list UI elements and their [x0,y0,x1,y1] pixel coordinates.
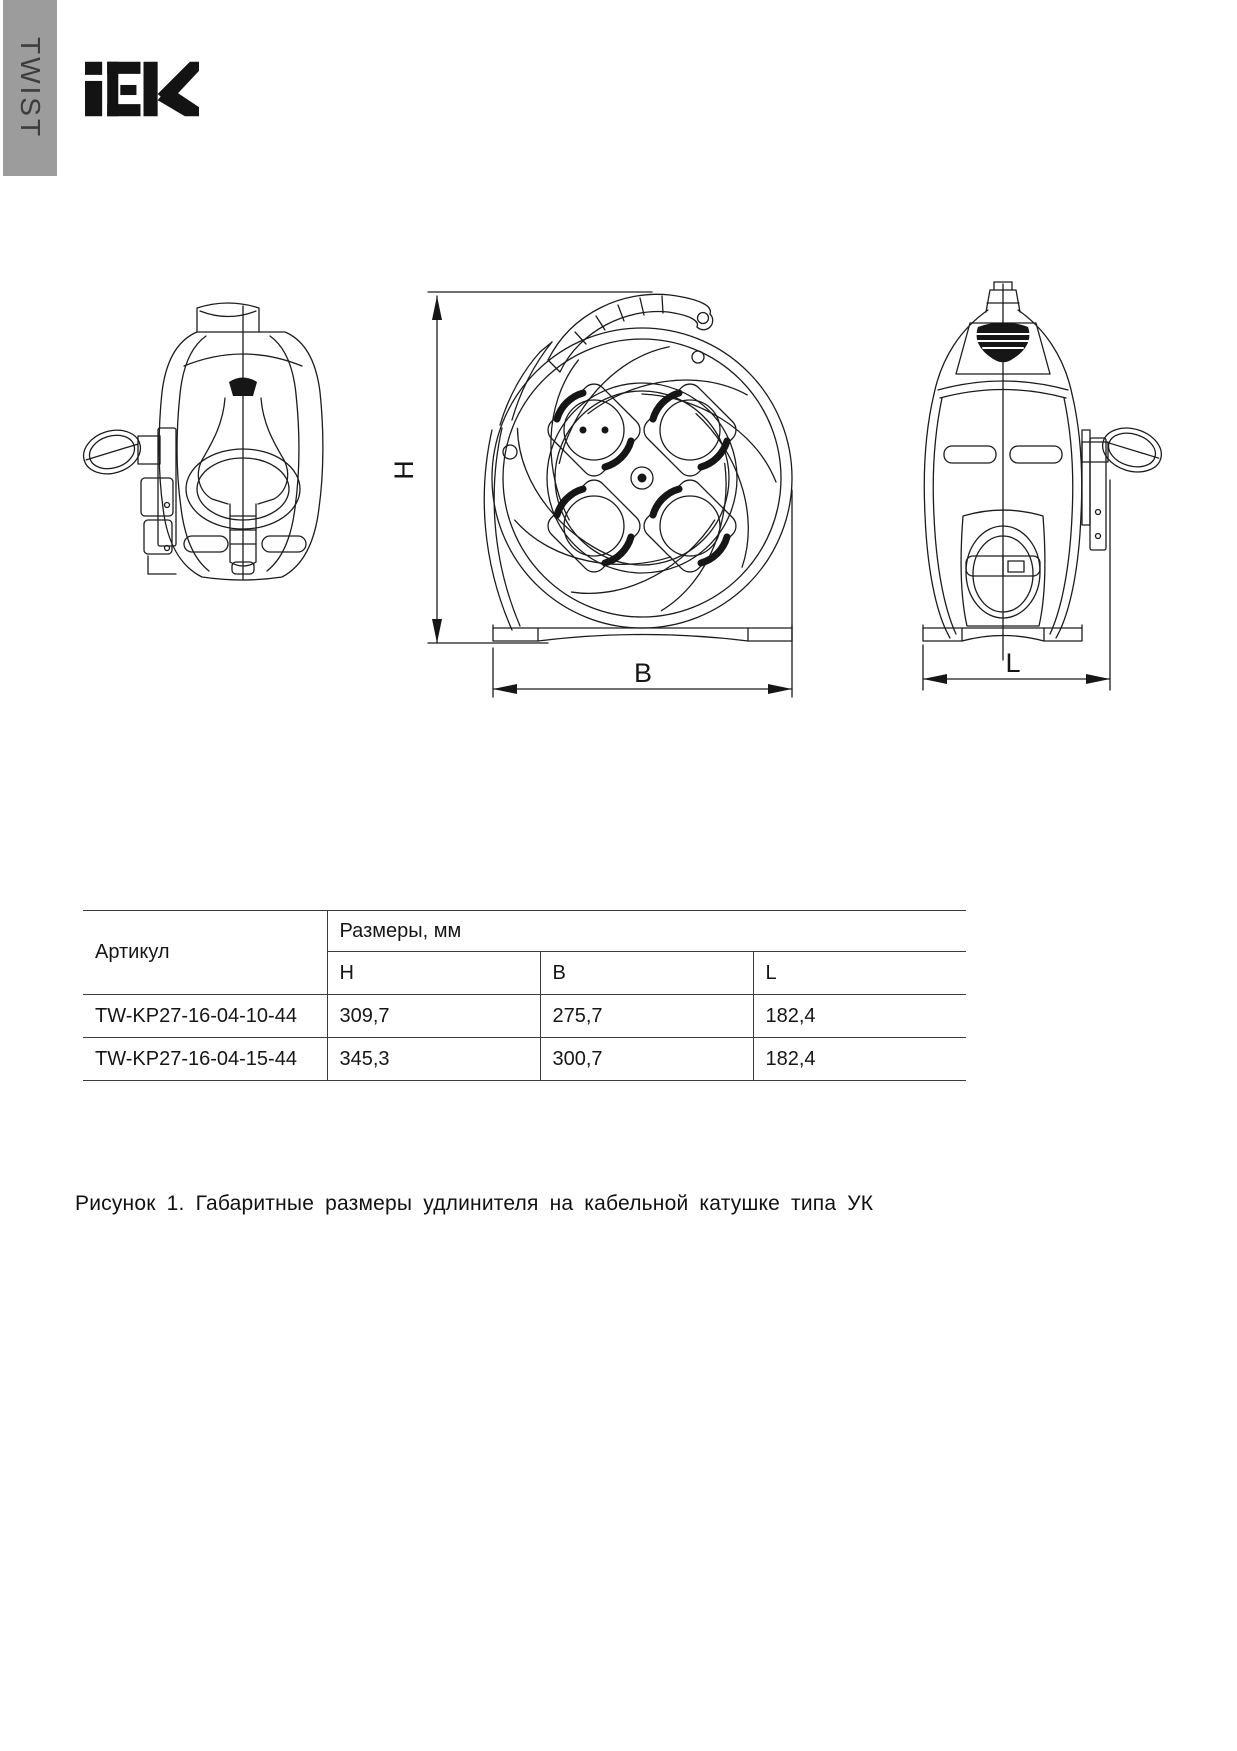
dimensions-table [83,910,966,1081]
header-h: H [327,952,540,995]
cell-b: 300,7 [540,1038,753,1081]
table-row [83,995,966,1038]
header-b: B [540,952,753,995]
header-article: Артикул [83,911,327,995]
cell-l: 182,4 [753,1038,966,1081]
figure-dimensional-drawings [0,0,1237,760]
drawing-side-view-right [923,282,1167,690]
dim-label-l: L [1005,648,1021,678]
cell-article: TW-KP27-16-04-15-44 [83,1038,327,1081]
drawing-side-view-left [78,303,323,580]
drawing-front-view [389,292,799,697]
cell-h: 309,7 [327,995,540,1038]
cell-h: 345,3 [327,1038,540,1081]
dim-label-b: B [633,658,653,688]
cell-article: TW-KP27-16-04-10-44 [83,995,327,1038]
figure-caption: Рисунок 1. Габаритные размеры удлинителя на кабельной катушке типа УК [75,1192,874,1215]
header-dimensions-group: Размеры, мм [327,911,966,952]
header-l: L [753,952,966,995]
table-row [83,1038,966,1081]
cell-l: 182,4 [753,995,966,1038]
plug-icon [78,423,146,480]
cell-b: 275,7 [540,995,753,1038]
series-label: TWIST [15,36,46,140]
dim-label-h: H [389,460,419,480]
